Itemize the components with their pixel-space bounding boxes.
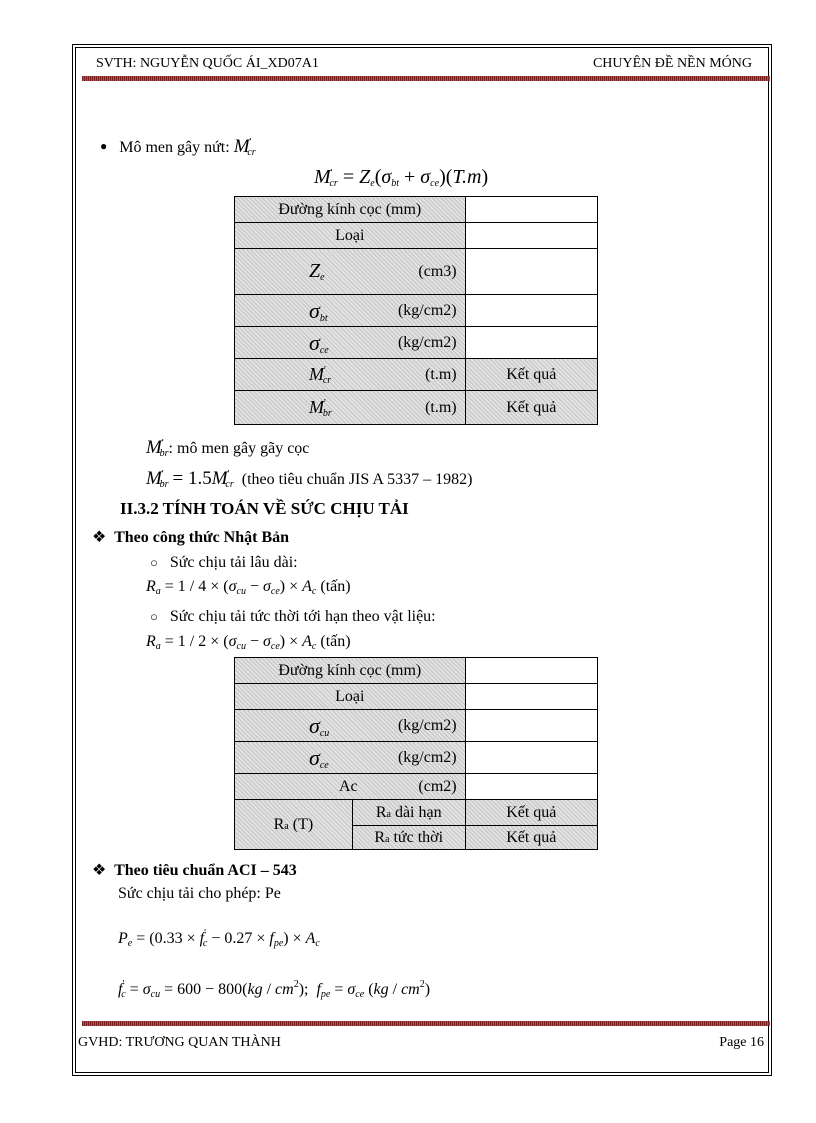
t1-mcr-unit: (t.m) — [425, 365, 457, 383]
t2-sigma-cu-unit: (kg/cm2) — [397, 716, 457, 734]
header-author: SVTH: NGUYỄN QUỐC ÁI_XD07A1 — [96, 56, 319, 71]
footer-rule — [82, 1021, 770, 1026]
t1-mbr-row: $M'_{br}$ (t.m) — [235, 391, 466, 425]
t2-ra-short-result: Kết quả — [465, 826, 597, 850]
t1-sigma-bt-row: $\sigma_{bt}$ (kg/cm2) — [235, 295, 466, 327]
mbr-formula: $M'_{br} = 1.5M'_{cr}$ (theo tiêu chuẩn JIS A 5337 – 1982) — [146, 468, 473, 490]
t2-ra-label: Ra (T) — [235, 800, 353, 850]
moment-bullet: ● Mô men gây nứt: $M'_{cr}$ — [100, 136, 256, 158]
t2-ac-row — [235, 774, 466, 800]
t1-diameter-label: Đường kính cọc (mm) — [235, 197, 466, 223]
t2-type-value[interactable] — [465, 684, 597, 710]
header-rule — [82, 76, 770, 81]
t2-ra-long-result: Kết quả — [465, 800, 597, 826]
t2-diameter-label: Đường kính cọc (mm) — [235, 658, 466, 684]
ultimate-label: Sức chịu tải tức thời tới hạn theo vật liệu: — [169, 608, 436, 625]
t2-diameter-value[interactable] — [465, 658, 597, 684]
capacity-table — [234, 657, 598, 850]
page-number: Page 16 — [719, 1035, 764, 1050]
header-topic: CHUYÊN ĐỀ NỀN MÓNG — [592, 56, 752, 71]
fc-formula: $f'_c = \sigma_{cu} = 600 - 800(kg / cm^2)$; $f_{pe} = \sigma_{ce}$ $(kg / cm^2)$ — [118, 979, 431, 1000]
pe-formula: $P_e = (0.33 \times f'_c - 0.27 \times f_{pe}) \times A_c$ — [118, 928, 320, 949]
section-title: II.3.2 TÍNH TOÁN VỀ SỨC CHỊU TẢI — [120, 499, 409, 518]
t1-diameter-value[interactable] — [465, 197, 597, 223]
japan-heading — [92, 527, 289, 547]
mbr-description: $M'_{br}$: mô men gây gãy cọc — [146, 437, 310, 459]
t2-ac-value[interactable] — [465, 774, 597, 800]
t2-sigma-ce-row: $\sigma_{ce}$ (kg/cm2) — [235, 742, 466, 774]
t2-sigma-ce-unit: (kg/cm2) — [397, 748, 457, 766]
ultimate-formula: $R_a = 1 / 2 \times (\sigma_{cu} - \sigma_{ce}) \times A_c$ (tấn) — [146, 633, 351, 652]
t1-sigma-ce-unit: (kg/cm2) — [397, 333, 457, 351]
circle-bullet-icon: ○ — [150, 555, 158, 570]
t2-sigma-cu-row: $\sigma_{cu}$ (kg/cm2) — [235, 710, 466, 742]
diamond-bullet-icon: ❖ — [92, 862, 107, 879]
t1-mbr-unit: (t.m) — [425, 398, 457, 416]
longterm-item — [150, 554, 298, 572]
moment-table — [234, 196, 598, 425]
moment-bullet-label: Mô men gây nứt: — [119, 139, 230, 156]
japan-heading-text: Theo công thức Nhật Bản — [114, 529, 290, 546]
footer-advisor: GVHD: TRƯƠNG QUAN THÀNH — [78, 1035, 281, 1050]
t1-mbr-result: Kết quả — [465, 391, 597, 425]
t2-ac-unit: (cm2) — [418, 777, 457, 795]
t1-type-value[interactable] — [465, 223, 597, 249]
longterm-label: Sức chịu tải lâu dài: — [169, 554, 298, 571]
t2-sigma-cu-value[interactable] — [465, 710, 597, 742]
t1-sigma-bt-unit: (kg/cm2) — [397, 301, 457, 319]
diamond-bullet-icon: ❖ — [92, 529, 107, 546]
t1-ze-row: $Z_e$ (cm3) — [235, 249, 466, 295]
t2-ac-label: Ac — [339, 777, 358, 795]
t1-type-label: Loại — [235, 223, 466, 249]
mbr-description-text: : mô men gây gãy cọc — [168, 440, 310, 457]
circle-bullet-icon: ○ — [150, 609, 158, 624]
allowable-label: Sức chịu tải cho phép: Pe — [118, 885, 281, 902]
t1-ze-unit: (cm3) — [418, 262, 457, 280]
longterm-formula: $R_a = 1 / 4 \times (\sigma_{cu} - \sigma_{ce}) \times A_c$ (tấn) — [146, 578, 351, 597]
t1-mcr-result: Kết quả — [465, 359, 597, 391]
t2-ra-long-label: Ra dài hạn — [352, 800, 465, 826]
ultimate-item — [150, 608, 436, 626]
mcr-formula: $M'_{cr} = Z_e(\sigma_{bt} + \sigma_{ce})(T.m)$ — [314, 166, 489, 189]
t1-mcr-row: $M'_{cr}$ (t.m) — [235, 359, 466, 391]
aci-heading — [92, 860, 297, 880]
t1-sigma-bt-value[interactable] — [465, 295, 597, 327]
t1-ze-value[interactable] — [465, 249, 597, 295]
t1-sigma-ce-row: $\sigma_{ce}$ (kg/cm2) — [235, 327, 466, 359]
t2-type-label: Loại — [235, 684, 466, 710]
mbr-formula-note: (theo tiêu chuẩn JIS A 5337 – 1982) — [241, 471, 473, 488]
t2-ra-short-label: Ra tức thời — [352, 826, 465, 850]
t1-sigma-ce-value[interactable] — [465, 327, 597, 359]
aci-heading-text: Theo tiêu chuẩn ACI – 543 — [114, 862, 297, 879]
t2-sigma-ce-value[interactable] — [465, 742, 597, 774]
